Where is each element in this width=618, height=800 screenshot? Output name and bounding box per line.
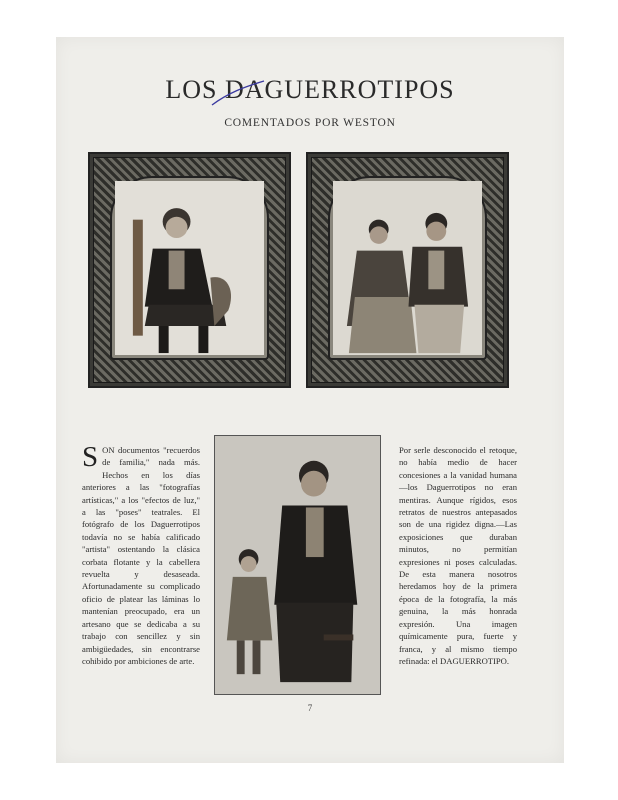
right-column-text: Por serle desconocido el retoque, no había medio de hacer concesiones a la vanidad humana—los Daguerrotipos no eran mentiras. Aunque rígidos, esos retratos de nuestros antepasados son de una rigidez digna.—Las exposiciones que duraban minutos, no permitían expresiones ni poses calculadas. De esta manera nosotros heredamos hoy de la primera época de la fotografía, la más genuina, la más honrada expresión. Una imagen químicamente pura, fuerte y franca, y al mismo tiempo refinada: el DAGUERROTIPO.	[399, 445, 517, 666]
left-column-text: ON documentos "recuerdos de familia," nada más. Hechos en los días anteriores a las "fotografías artísticas," a los "efectos de luz," a las "poses" teatrales. El fotógrafo de los Daguerrotipos todavía no se había calificado "artista" ostentando la clásica corbata flotante y la cabellera revuelta y desaseada. Afortunadamente su complicado oficio de platear las láminas lo mantenían preocupado, era un artesano que se dedicaba a su trabajo con sencillez y sin ambigüedades, sin encontrarse cohibido por ambiciones de arte.	[82, 445, 200, 666]
drop-cap: S	[82, 441, 99, 473]
magazine-page	[56, 37, 564, 763]
text-column-left	[82, 441, 200, 667]
framed-portrait-icon	[115, 181, 264, 355]
page-title: LOS DAGUERROTIPOS	[165, 75, 455, 104]
portrait-seated-couple	[330, 178, 485, 358]
portrait-seated-young-man	[112, 178, 267, 358]
framed-portrait-icon	[333, 181, 482, 355]
pen-stroke-icon	[208, 79, 268, 109]
photograph-man-and-child	[214, 435, 381, 695]
photo-portrait-icon	[215, 436, 380, 694]
daguerreotype-frame-left	[88, 152, 291, 388]
page-subtitle: COMENTADOS POR WESTON	[224, 117, 396, 129]
text-column-right	[399, 444, 517, 667]
page-number: 7	[307, 703, 313, 713]
daguerreotype-frame-right	[306, 152, 509, 388]
